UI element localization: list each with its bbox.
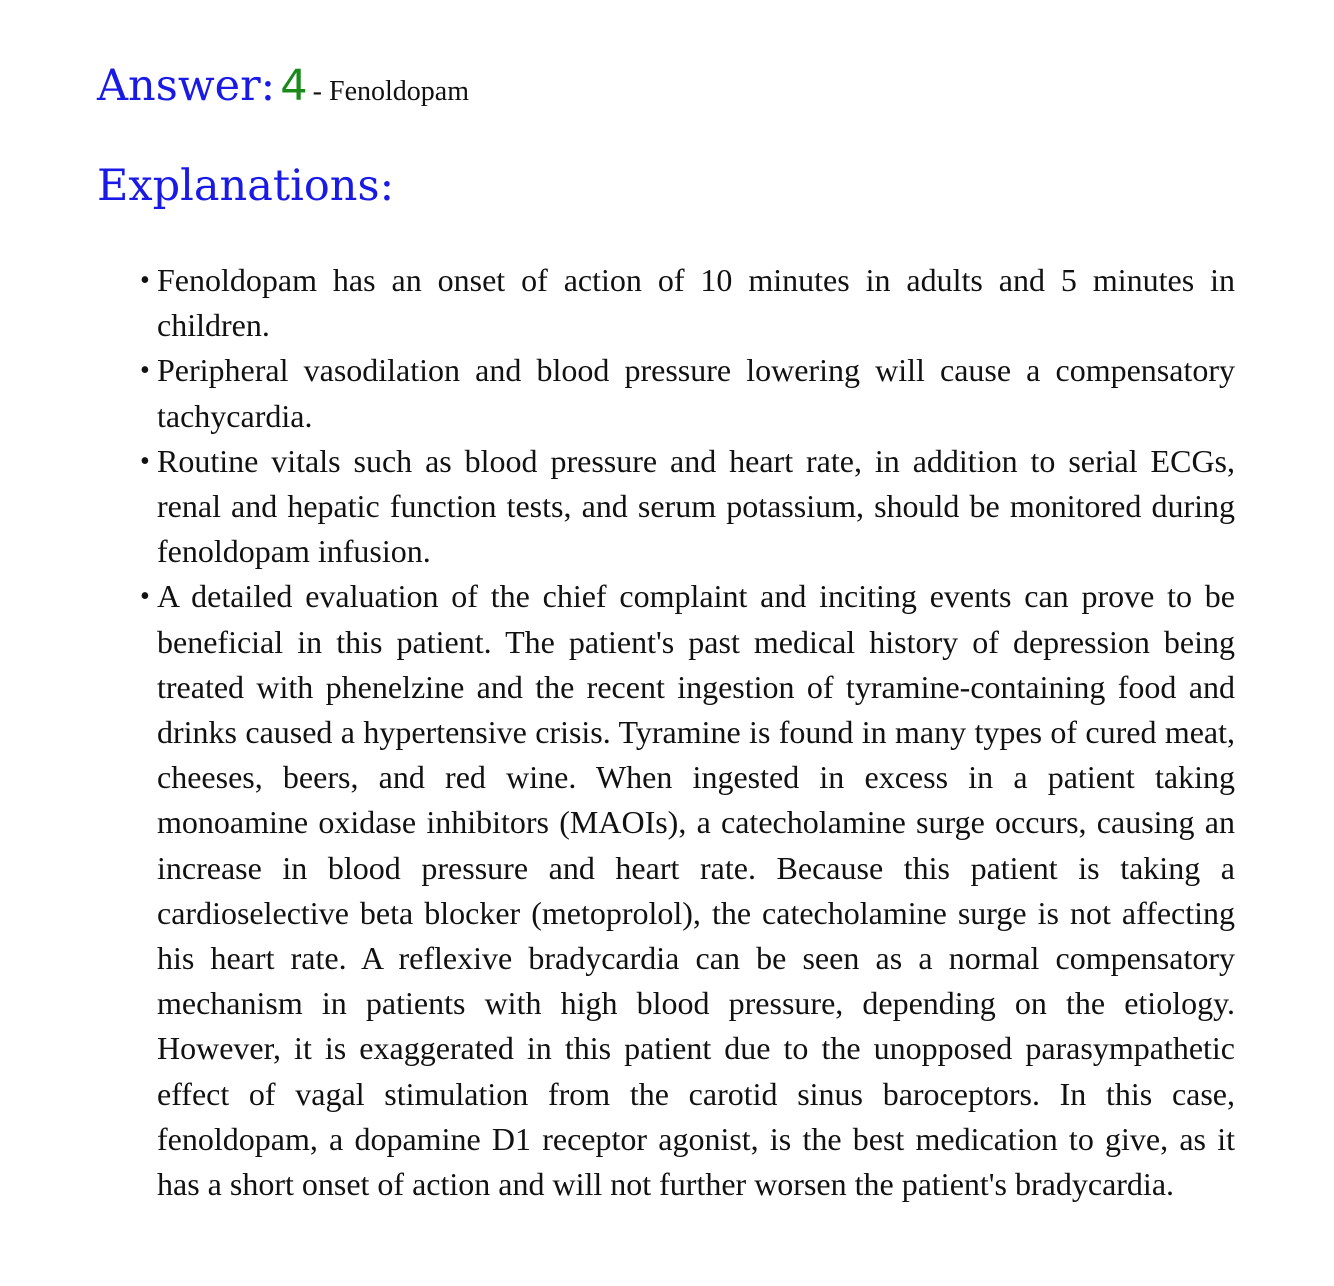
bullet-icon: • — [140, 355, 150, 387]
explanation-item-1 — [140, 258, 1235, 348]
bullet-icon: • — [140, 581, 150, 613]
answer-number: 4 — [280, 61, 308, 111]
explanation-text-2: Peripheral vasodilation and blood pressure lowering will cause a compensatory tachycardia. — [157, 352, 1235, 434]
explanations-title: Explanations: — [97, 161, 395, 211]
bullet-icon: • — [140, 445, 150, 477]
explanation-text-1: Fenoldopam has an onset of action of 10 minutes in adults and 5 minutes in children. — [157, 262, 1235, 344]
explanation-item-4 — [140, 574, 1235, 1207]
answer-text: - Fenoldopam — [312, 76, 469, 107]
explanation-text-4: A detailed evaluation of the chief complaint and inciting events can prove to be beneficial in this patient. The patient's past medical history of depression being treated with phenelzine and the recent ingestion of tyramine-containing food and drinks caused a hypertensive crisis. Tyramine is found in many types of cured meat, cheeses, beers, and red wine. When ingested in excess in a patient taking monoamine oxidase inhibitors (MAOIs), a catecholamine surge occurs, causing an increase in blood pressure and heart rate. Because this patient is taking a cardioselective beta blocker (metoprolol), the catecholamine surge is not affecting his heart rate. A reflexive bradycardia can be seen as a normal compensatory mechanism in patients with high blood pressure, depending on the etiology. However, it is exaggerated in this patient due to the unopposed parasympathetic effect of vagal stimulation from the carotid sinus baroceptors. In this case, fenoldopam, a dopamine D1 receptor agonist, is the best medication to give, as it has a short onset of action and will not further worsen the patient's bradycardia. — [157, 578, 1235, 1203]
answer-label: Answer: — [97, 61, 276, 111]
explanation-text-3: Routine vitals such as blood pressure and heart rate, in addition to serial ECGs, renal and hepatic function tests, and serum potassium, should be monitored during fenoldopam infusion. — [157, 442, 1235, 570]
bullet-icon: • — [140, 265, 150, 296]
explanation-item-3 — [140, 439, 1235, 575]
answer-line — [97, 56, 469, 125]
explanation-item-2 — [140, 348, 1235, 438]
explanations-list — [140, 258, 1235, 1207]
